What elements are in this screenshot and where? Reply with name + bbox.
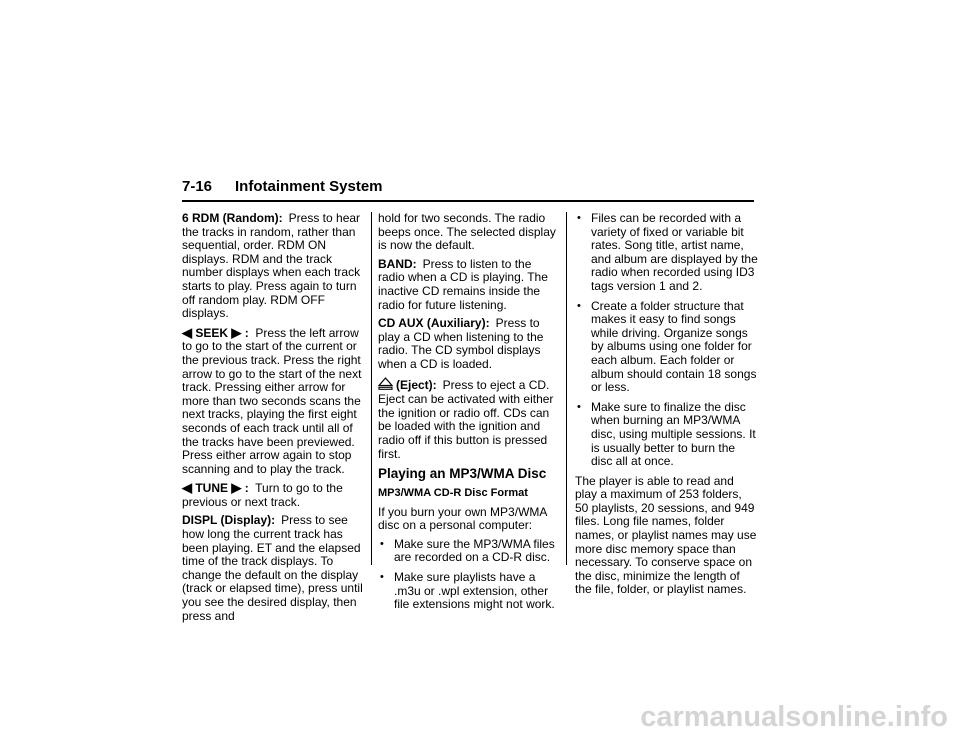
list-item xyxy=(378,538,561,565)
seek-term-group xyxy=(182,326,249,340)
eject-icon xyxy=(378,377,393,394)
seek-term: SEEK xyxy=(195,325,229,340)
cdaux-term: CD AUX (Auxiliary): xyxy=(378,316,490,331)
bullet-icon: • xyxy=(380,571,384,584)
tune-right-arrow-icon: ▶ xyxy=(231,480,242,496)
displ-paragraph xyxy=(182,514,364,623)
eject-term: (Eject): xyxy=(396,377,437,392)
tune-body: Turn to go to the previous or next track. xyxy=(182,481,343,509)
displ-term: DISPL (Display): xyxy=(182,513,276,528)
column-2 xyxy=(378,212,561,618)
page-number: 7-16 xyxy=(182,178,213,195)
column-divider xyxy=(566,212,567,565)
seek-colon: : xyxy=(244,325,249,340)
section-heading: Playing an MP3/WMA Disc xyxy=(378,466,547,482)
tune-paragraph xyxy=(182,481,364,509)
bullet-list xyxy=(575,212,758,469)
section-title: Infotainment System xyxy=(235,178,383,195)
list-item-text: Files can be recorded with a variety of fixed or variable bit rates. Song title, artist name, and album are displayed by the radio when recorded using ID3 tags version 1 and 2. xyxy=(591,211,758,293)
list-item-text: Make sure to finalize the disc when burning an MP3/WMA disc, using multiple sessions. It is usually better to burn the disc all at once. xyxy=(591,399,756,469)
page-header xyxy=(182,178,754,202)
rdm-term: 6 RDM (Random): xyxy=(182,211,283,225)
column-1 xyxy=(182,212,364,628)
tune-colon: : xyxy=(244,481,249,496)
cdaux-paragraph xyxy=(378,317,561,371)
sub-heading: MP3/WMA CD-R Disc Format xyxy=(378,487,528,500)
cdaux-body: Press to play a CD when listening to the radio. The CD symbol displays when a CD is loaded. xyxy=(378,316,544,371)
seek-right-arrow-icon: ▶ xyxy=(231,324,242,340)
bullet-icon: • xyxy=(577,212,581,224)
list-item xyxy=(575,300,758,395)
displ-body: Press to see how long the current track has been playing. ET and the elapsed time of the track displays. To change the default on the display (track or elapsed time), press until you see the desired display, then press and xyxy=(182,513,363,623)
rdm-paragraph xyxy=(182,212,364,321)
bullet-icon: • xyxy=(577,400,581,413)
tune-term-group xyxy=(182,481,249,495)
bullet-list xyxy=(378,538,561,612)
list-item-text: Make sure the MP3/WMA files are recorded on a CD-R disc. xyxy=(394,536,555,565)
eject-body: Press to eject a CD. Eject can be activated with either the ignition or radio off. CDs can be loaded with the ignition and radio off if this button is pressed first. xyxy=(378,377,554,461)
watermark: carmanualsonline.info xyxy=(640,701,948,733)
intro-paragraph: If you burn your own MP3/WMA disc on a personal computer: xyxy=(378,504,547,533)
list-item-text: Create a folder structure that makes it easy to find songs while driving. Organize songs by albums using one folder for each album. Each folder or album should contain 18 songs or less. xyxy=(591,298,757,395)
closing-paragraph: The player is able to read and play a maximum of 253 folders, 50 playlists, 20 sessions, and 949 files. Long file names, folder names, or playlist names may use more disc memory space than necessary. To conserve space on the disc, minimize the length of the file, folder, or playlist names. xyxy=(575,473,757,597)
list-item xyxy=(378,571,561,612)
seek-left-arrow-icon: ◀ xyxy=(182,324,192,340)
column-3 xyxy=(575,212,758,602)
column-divider xyxy=(371,212,372,565)
list-item xyxy=(575,401,758,469)
band-body: Press to listen to the radio when a CD is playing. The inactive CD remains inside the radio for future listening. xyxy=(378,256,548,312)
band-paragraph xyxy=(378,258,561,312)
seek-body: Press the left arrow to go to the start of the current or the previous track. Press the right arrow to go to the start of the next track. Pressing either arrow for more than two seconds scans the next tracks, playing the first eight seconds of each track until all of the tracks have been previewed. Press either arrow again to stop scanning and to play the track. xyxy=(182,325,362,476)
band-term: BAND: xyxy=(378,256,417,271)
list-item-text: Make sure playlists have a .m3u or .wpl extension, other file extensions might not work. xyxy=(394,570,555,612)
displ-continuation: hold for two seconds. The radio beeps once. The selected display is now the default. xyxy=(378,211,556,253)
bullet-icon: • xyxy=(577,299,581,312)
list-item xyxy=(575,212,758,294)
eject-paragraph xyxy=(378,377,561,462)
bullet-icon: • xyxy=(380,537,384,550)
tune-left-arrow-icon: ◀ xyxy=(182,480,192,496)
rdm-body: Press to hear the tracks in random, rather than sequential, order. RDM ON displays. RDM and the track number displays when each track starts to play. Press again to turn off random play. RDM OFF displays. xyxy=(182,211,361,321)
seek-paragraph xyxy=(182,326,364,477)
tune-term: TUNE xyxy=(195,481,229,496)
